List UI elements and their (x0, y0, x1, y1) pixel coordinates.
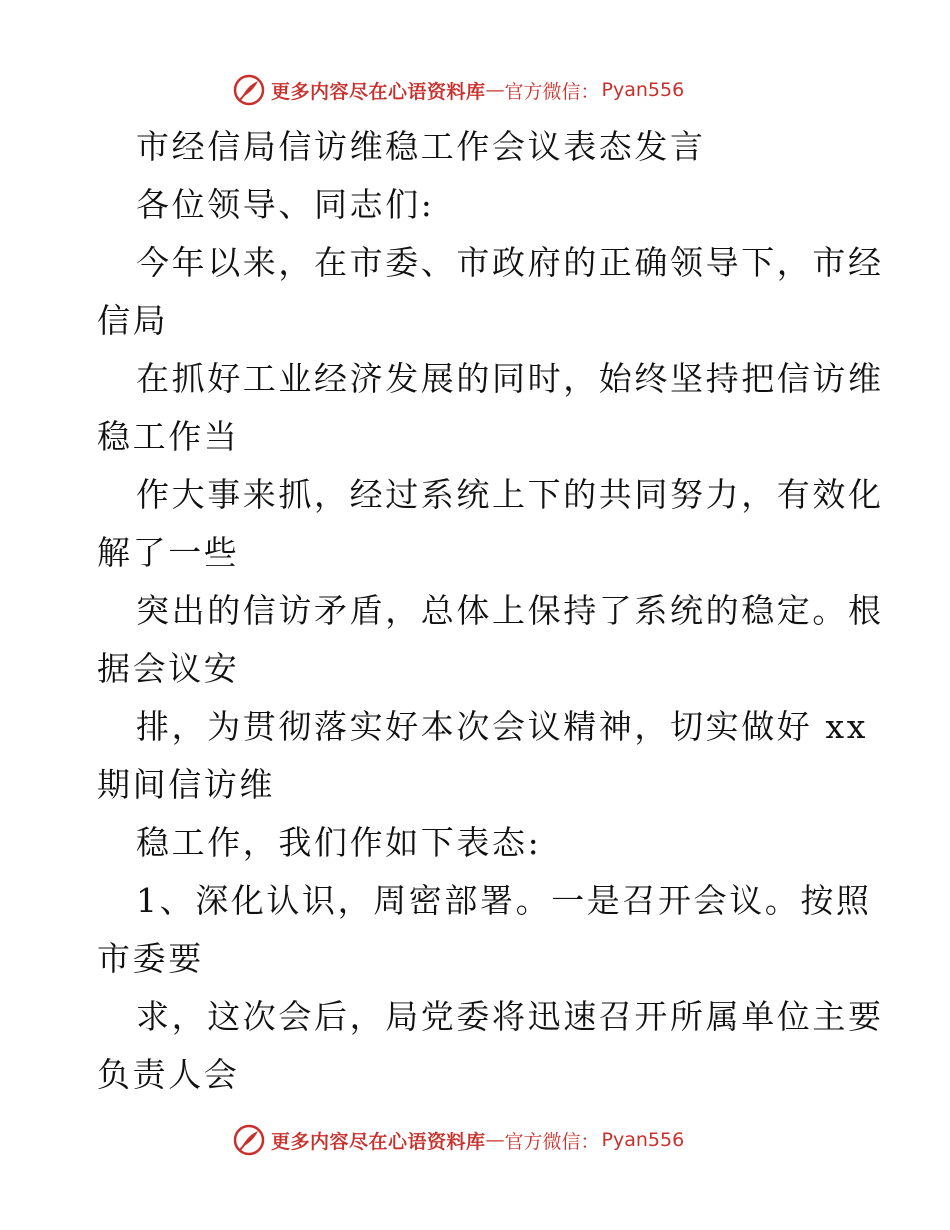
watermark-dash: — (485, 79, 505, 101)
text-line: 各位领导、同志们: (136, 185, 435, 224)
footer-watermark (233, 1122, 684, 1158)
text-line: 信局 (97, 301, 169, 340)
text-line: 在抓好工业经济发展的同时，始终坚持把信访维 (136, 359, 884, 398)
text-line: 1、深化认识，周密部署。一是召开会议。按照 (136, 881, 872, 920)
text-line: 稳工作，我们作如下表态: (136, 823, 542, 862)
header-watermark (233, 72, 684, 108)
watermark-wechat-id: Pyan556 (601, 79, 685, 101)
text-line: 稳工作当 (97, 417, 240, 456)
text-line: 负责人会 (97, 1055, 240, 1094)
document-body (97, 118, 884, 1104)
watermark-dash: — (485, 1129, 505, 1151)
feather-pen-logo-icon (233, 74, 265, 106)
text-line: 排，为贯彻落实好本次会议精神，切实做好 xx (136, 707, 868, 746)
text-line: 据会议安 (97, 649, 240, 688)
feather-pen-logo-icon (233, 1124, 265, 1156)
text-line: 解了一些 (97, 533, 240, 572)
watermark-site-name: 更多内容尽在心语资料库 (271, 1130, 486, 1153)
document-title: 市经信局信访维稳工作会议表态发言 (136, 127, 706, 166)
text-line: 今年以来，在市委、市政府的正确领导下，市经 (136, 243, 884, 282)
text-line: 期间信访维 (97, 765, 275, 804)
text-line: 突出的信访矛盾，总体上保持了系统的稳定。根 (136, 591, 884, 630)
text-line: 求，这次会后，局党委将迅速召开所属单位主要 (136, 997, 884, 1036)
text-line: 市委要 (97, 939, 204, 978)
watermark-wechat-label: 官方微信： (504, 80, 600, 103)
watermark-wechat-label: 官方微信： (504, 1130, 600, 1153)
text-line: 作大事来抓，经过系统上下的共同努力，有效化 (136, 475, 884, 514)
watermark-wechat-id: Pyan556 (601, 1129, 685, 1151)
watermark-site-name: 更多内容尽在心语资料库 (271, 80, 486, 103)
